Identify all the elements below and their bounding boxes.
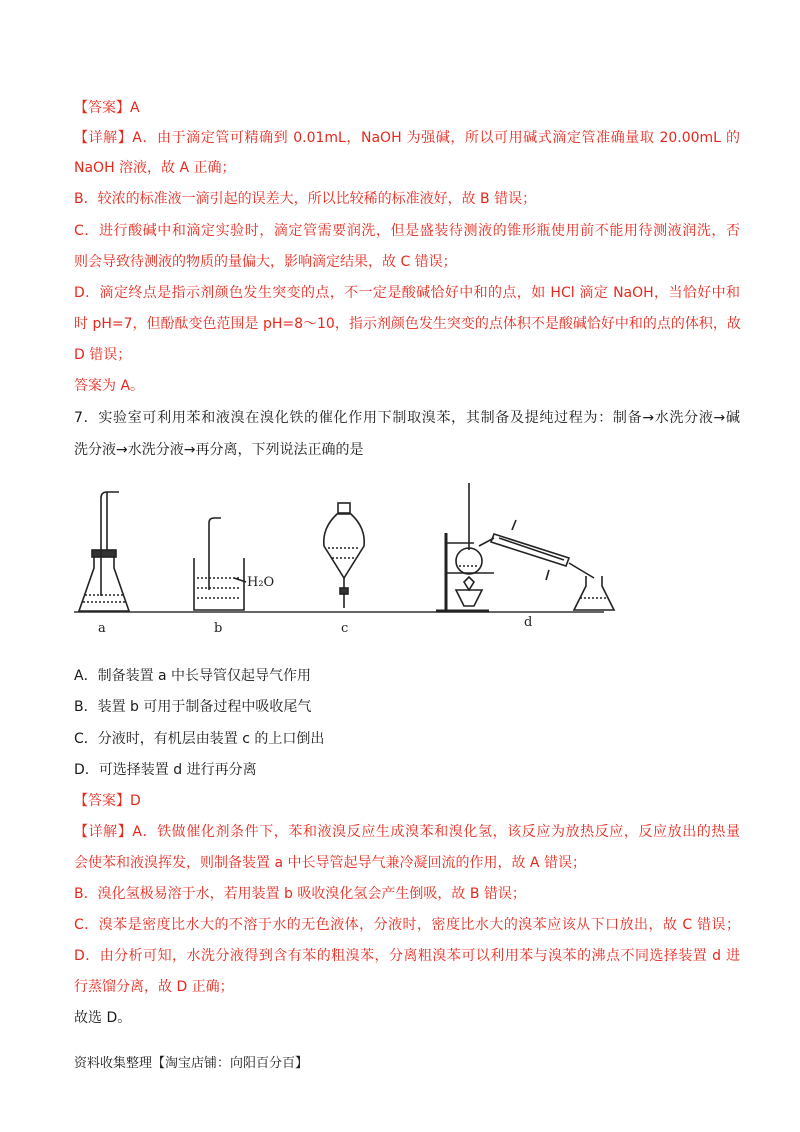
- footer-source: 资料收集整理【淘宝店铺：向阳百分百】: [74, 1056, 309, 1071]
- q6-detail-d-line3: D 错误；: [74, 347, 132, 363]
- flask-a-tube-bend: [101, 492, 119, 498]
- q7-option-d: D．可选择装置 d 进行再分离: [74, 762, 257, 778]
- q7-detail-b: B．溴化氢极易溶于水，若用装置 b 吸收溴化氢会产生倒吸，故 B 错误；: [74, 886, 526, 902]
- q7-option-a: A．制备装置 a 中长导管仅起导气作用: [74, 668, 312, 684]
- q7-answer: 【答案】D: [74, 793, 141, 809]
- q7-detail-d-line1: D．由分析可知，水洗分液得到含有苯的粗溴苯，分离粗溴苯可以利用苯与溴苯的沸点不同选择装置 d 进: [74, 948, 740, 964]
- flask-a-stopper: [92, 550, 116, 557]
- device-b: [194, 518, 246, 610]
- q7-option-b: B．装置 b 可用于制备过程中吸收尾气: [74, 699, 312, 715]
- device-a: [79, 492, 129, 611]
- device-c: [324, 503, 364, 608]
- q6-detail-a-line1: 【详解】A．由于滴定管可精确到 0.01mL，NaOH 为强碱，所以可用碱式滴定管准确量取 20.00mL 的: [74, 130, 740, 146]
- label-a: a: [98, 621, 106, 636]
- q6-detail-d-line2: 时 pH=7，但酚酞变色范围是 pH=8～10，指示剂颜色发生突变的点体积不是酸碱恰好中和的点的体积，故: [74, 316, 741, 332]
- q7-conclusion: 故选 D。: [74, 1010, 132, 1026]
- label-b: b: [214, 621, 223, 636]
- condenser-d-water-out: [512, 520, 516, 530]
- label-h2o: H₂O: [247, 575, 275, 590]
- device-d: [436, 483, 614, 611]
- funnel-c-stopper: [338, 503, 350, 513]
- receiver-d: [574, 576, 614, 610]
- beaker-b-body: [194, 558, 244, 610]
- q7-stem-line1: 7．实验室可利用苯和液溴在溴化铁的催化作用下制取溴苯，其制备及提纯过程为：制备→水洗分液→碱: [74, 410, 740, 426]
- beaker-b-tube-bend: [209, 518, 221, 523]
- label-c: c: [341, 621, 349, 636]
- q6-conclusion: 答案为 A。: [74, 378, 145, 394]
- apparatus-diagram: [74, 478, 634, 638]
- flame-d: [464, 577, 474, 590]
- q7-stem-line2: 洗分液→水洗分液→再分离，下列说法正确的是: [74, 442, 364, 458]
- q6-detail-c-line2: 则会导致待测液的物质的量偏大，影响滴定结果，故 C 错误；: [74, 254, 457, 270]
- q7-detail-a-line2: 会使苯和液溴挥发，则制备装置 a 中长导管起导气兼冷凝回流的作用，故 A 错误；: [74, 855, 586, 871]
- funnel-c-stopcock: [340, 588, 348, 594]
- burner-d: [456, 590, 482, 606]
- q6-detail-a-line2: NaOH 溶液，故 A 正确；: [74, 160, 236, 176]
- q6-detail-b: B．较浓的标准液一滴引起的误差大，所以比较稀的标准液好，故 B 错误；: [74, 191, 537, 207]
- condenser-d-water-in: [546, 570, 549, 580]
- funnel-c-body: [324, 514, 364, 578]
- q6-detail-d-line1: D．滴定终点是指示剂颜色发生突变的点，不一定是酸碱恰好中和的点，如 HCl 滴定 NaOH，当恰好中和: [74, 285, 740, 301]
- adapter-d: [569, 563, 594, 578]
- q7-option-c: C．分液时，有机层由装置 c 的上口倒出: [74, 731, 325, 747]
- q7-detail-c: C．溴苯是密度比水大的不溶于水的无色液体，分液时，密度比水大的溴苯应该从下口放出，故 C 错误；: [74, 917, 740, 933]
- q7-detail-a-line1: 【详解】A．铁做催化剂条件下，苯和液溴反应生成溴苯和溴化氢，该反应为放热反应，反应放出的热量: [74, 824, 740, 840]
- flask-d-round: [456, 548, 482, 574]
- q7-detail-d-line2: 行蒸馏分离，故 D 正确；: [74, 979, 234, 995]
- q6-detail-c-line1: C．进行酸碱中和滴定实验时，滴定管需要润洗，但是盛装待测液的锥形瓶使用前不能用待测液润洗，否: [74, 223, 740, 239]
- apparatus-figure: [74, 478, 634, 638]
- q6-answer: 【答案】A: [74, 100, 140, 116]
- label-d: d: [524, 615, 533, 630]
